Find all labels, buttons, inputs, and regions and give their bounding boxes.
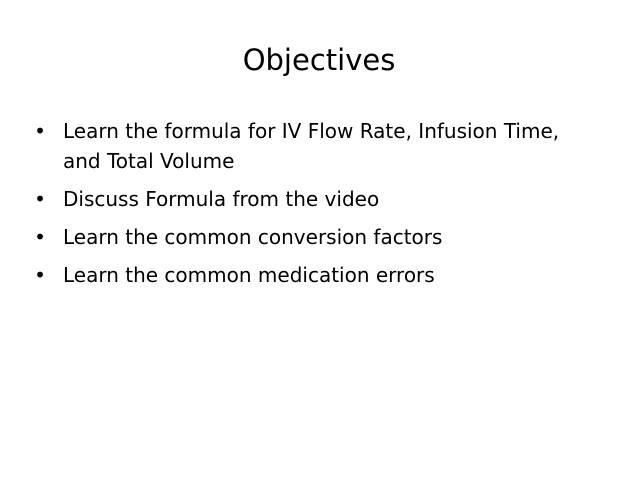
bullet-text-1: Learn the formula for IV Flow Rate, Infusion Time, and Total Volume (63, 119, 560, 173)
bullet-dot-icon: • (34, 225, 46, 249)
bullet-dot-icon: • (34, 187, 46, 211)
bullet-dot-icon: • (34, 263, 46, 287)
bullet-item-4 (32, 260, 602, 290)
bullet-item-3 (32, 222, 602, 252)
bullet-text-3: Learn the common conversion factors (63, 225, 443, 249)
bullet-text-4: Learn the common medication errors (63, 263, 435, 287)
bullet-item-1 (32, 116, 602, 176)
bullet-dot-icon: • (34, 119, 46, 143)
bullet-list (32, 116, 602, 298)
bullet-item-2 (32, 184, 602, 214)
slide-title: Objectives (242, 43, 396, 77)
bullet-text-2: Discuss Formula from the video (63, 187, 380, 211)
